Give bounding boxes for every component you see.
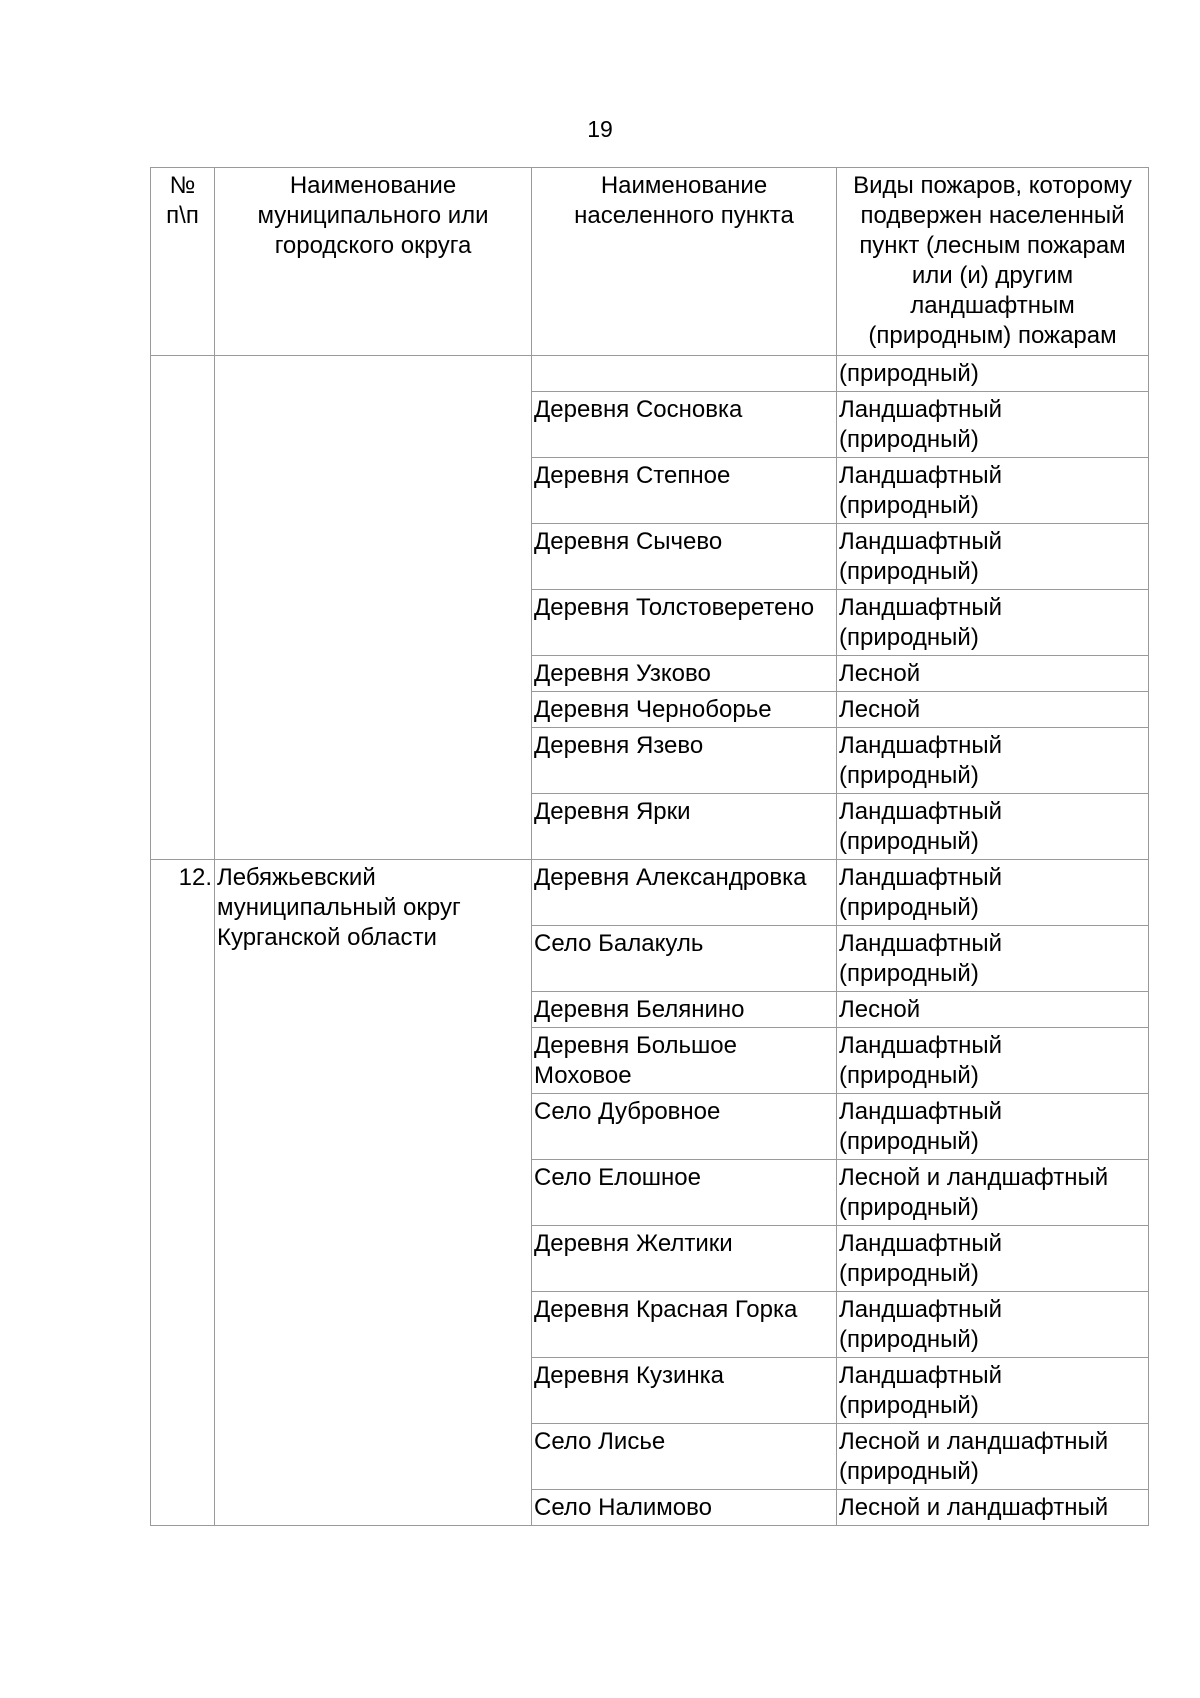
settlement-name: Село Дубровное	[532, 1094, 837, 1160]
fire-type: Ландшафтный (природный)	[837, 794, 1149, 860]
settlement-name: Деревня Язево	[532, 728, 837, 794]
settlement-name: Деревня Степное	[532, 458, 837, 524]
fire-type: Лесной	[837, 656, 1149, 692]
row-number	[151, 356, 215, 860]
settlement-name: Деревня Сычево	[532, 524, 837, 590]
settlement-name: Деревня Красная Горка	[532, 1292, 837, 1358]
settlement-name: Деревня Узково	[532, 656, 837, 692]
fire-type: Лесной и ландшафтный	[837, 1490, 1149, 1526]
fire-type: Ландшафтный (природный)	[837, 1358, 1149, 1424]
fire-type: Лесной	[837, 692, 1149, 728]
table-header-row	[151, 168, 1149, 356]
table-body	[151, 356, 1149, 1526]
fire-type: Ландшафтный (природный)	[837, 590, 1149, 656]
fire-type: Ландшафтный (природный)	[837, 458, 1149, 524]
fire-type: Лесной	[837, 992, 1149, 1028]
fire-type: (природный)	[837, 356, 1149, 392]
fire-type: Лесной и ландшафтный (природный)	[837, 1160, 1149, 1226]
settlement-name: Деревня Сосновка	[532, 392, 837, 458]
fire-types-table	[150, 167, 1149, 1526]
fire-type: Ландшафтный (природный)	[837, 392, 1149, 458]
fire-type: Ландшафтный (природный)	[837, 1226, 1149, 1292]
header-fire-type: Виды пожаров, которому подвержен населенный пункт (лесным пожарам или (и) другим ландшафтным (природным) пожарам	[837, 168, 1149, 356]
settlement-name: Деревня Ярки	[532, 794, 837, 860]
fire-type: Ландшафтный (природный)	[837, 524, 1149, 590]
fire-type: Лесной и ландшафтный (природный)	[837, 1424, 1149, 1490]
fire-type: Ландшафтный (природный)	[837, 728, 1149, 794]
settlement-name: Деревня Черноборье	[532, 692, 837, 728]
settlement-name: Село Балакуль	[532, 926, 837, 992]
header-settlement: Наименование населенного пункта	[532, 168, 837, 356]
fire-type: Ландшафтный (природный)	[837, 926, 1149, 992]
district-name	[215, 356, 532, 860]
settlement-name: Село Налимово	[532, 1490, 837, 1526]
header-num: № п\п	[151, 168, 215, 356]
fire-type: Ландшафтный (природный)	[837, 1094, 1149, 1160]
page-number: 19	[587, 116, 613, 142]
settlement-name: Село Елошное	[532, 1160, 837, 1226]
row-number: 12.	[151, 860, 215, 1526]
settlement-name: Деревня Желтики	[532, 1226, 837, 1292]
table-row	[151, 860, 1149, 926]
settlement-name: Деревня Большое Моховое	[532, 1028, 837, 1094]
settlement-name: Деревня Кузинка	[532, 1358, 837, 1424]
fire-type: Ландшафтный (природный)	[837, 860, 1149, 926]
settlement-name: Деревня Александровка	[532, 860, 837, 926]
header-district: Наименование муниципального или городского округа	[215, 168, 532, 356]
district-name: Лебяжьевский муниципальный округ Курганской области	[215, 860, 532, 1526]
fire-type: Ландшафтный (природный)	[837, 1028, 1149, 1094]
settlement-name: Деревня Толстоверетено	[532, 590, 837, 656]
settlement-name: Село Лисье	[532, 1424, 837, 1490]
fire-type: Ландшафтный (природный)	[837, 1292, 1149, 1358]
table-row	[151, 356, 1149, 392]
settlement-name: Деревня Белянино	[532, 992, 837, 1028]
settlement-name	[532, 356, 837, 392]
